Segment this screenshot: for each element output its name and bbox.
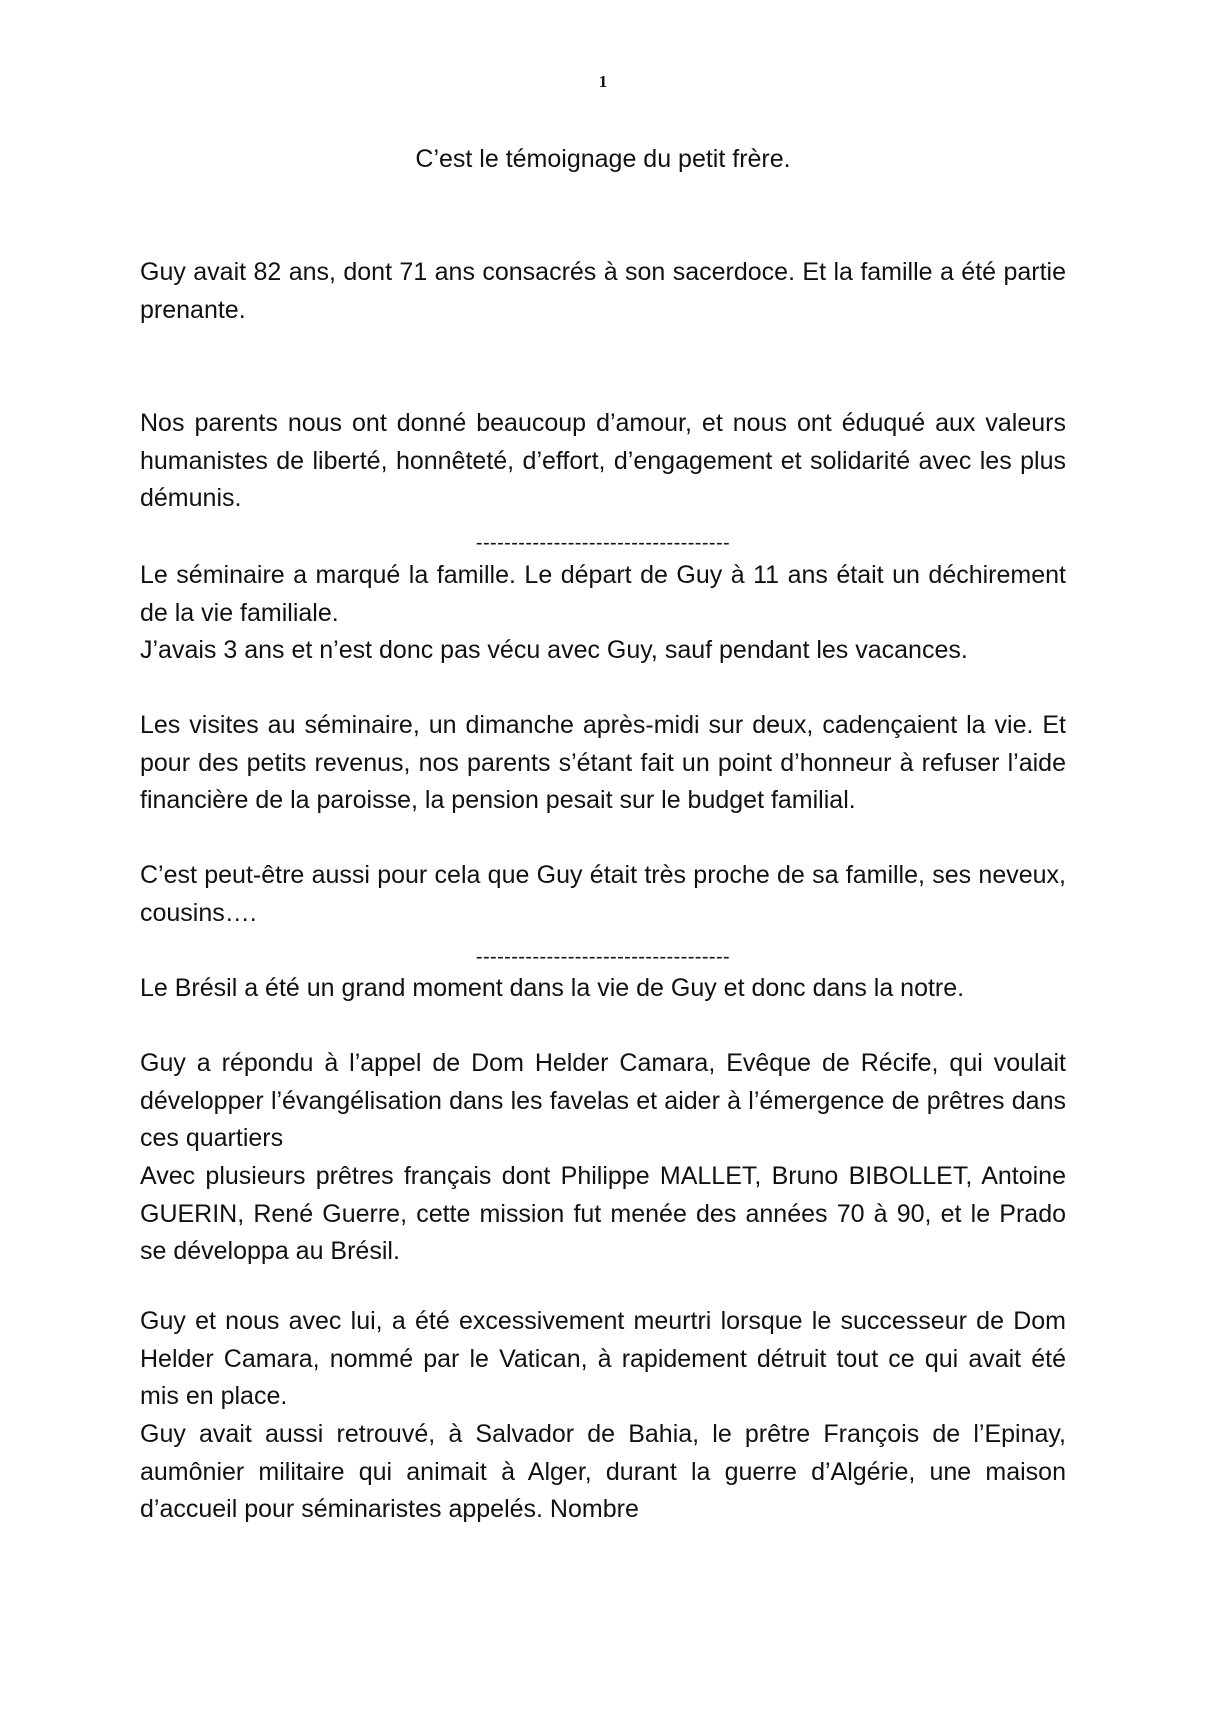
- paragraph-salvador: Guy avait aussi retrouvé, à Salvador de Bahia, le prêtre François de l’Epinay, aumônier militaire qui animait à Alger, durant la guerre d’Algérie, une maison d’accueil pour séminaristes appelés. Nombre: [140, 1420, 1066, 1523]
- paragraph-parents: Nos parents nous ont donné beaucoup d’amour, et nous ont éduqué aux valeurs humanistes de liberté, honnêteté, d’effort, d’engagement et solidarité avec les plus démunis.: [140, 409, 1066, 512]
- paragraph-bresil: Le Brésil a été un grand moment dans la vie de Guy et donc dans la notre.: [140, 974, 965, 1002]
- paragraph-vacances: J’avais 3 ans et n’est donc pas vécu avec Guy, sauf pendant les vacances.: [140, 636, 968, 664]
- page-number: 1: [598, 72, 608, 91]
- paragraph-seminaire: Le séminaire a marqué la famille. Le départ de Guy à 11 ans était un déchirement de la vie familiale.: [140, 561, 1066, 627]
- paragraph-age: Guy avait 82 ans, dont 71 ans consacrés à son sacerdoce. Et la famille a été partie prenante.: [140, 258, 1066, 324]
- paragraph-successeur: Guy et nous avec lui, a été excessivement meurtri lorsque le successeur de Dom Helder Camara, nommé par le Vatican, à rapidement détruit tout ce qui avait été mis en place.: [140, 1307, 1066, 1410]
- paragraph-visites: Les visites au séminaire, un dimanche après-midi sur deux, cadençaient la vie. Et pour des petits revenus, nos parents s’étant fait un point d’honneur à refuser l’aide financière de la paroisse, la pension pesait sur le budget familial.: [140, 711, 1066, 814]
- separator-1: ------------------------------------: [475, 532, 731, 554]
- page-heading: C’est le témoignage du petit frère.: [415, 145, 791, 173]
- paragraph-dom-helder: Guy a répondu à l’appel de Dom Helder Camara, Evêque de Récife, qui voulait développer l’évangélisation dans les favelas et aider à l’émergence de prêtres dans ces quartiers: [140, 1049, 1066, 1152]
- paragraph-mission: Avec plusieurs prêtres français dont Philippe MALLET, Bruno BIBOLLET, Antoine GUERIN, René Guerre, cette mission fut menée des années 70 à 90, et le Prado se développa au Brésil.: [140, 1162, 1066, 1265]
- paragraph-proche-famille: C’est peut-être aussi pour cela que Guy était très proche de sa famille, ses neveux, cousins….: [140, 861, 1066, 927]
- separator-2: ------------------------------------: [475, 946, 731, 968]
